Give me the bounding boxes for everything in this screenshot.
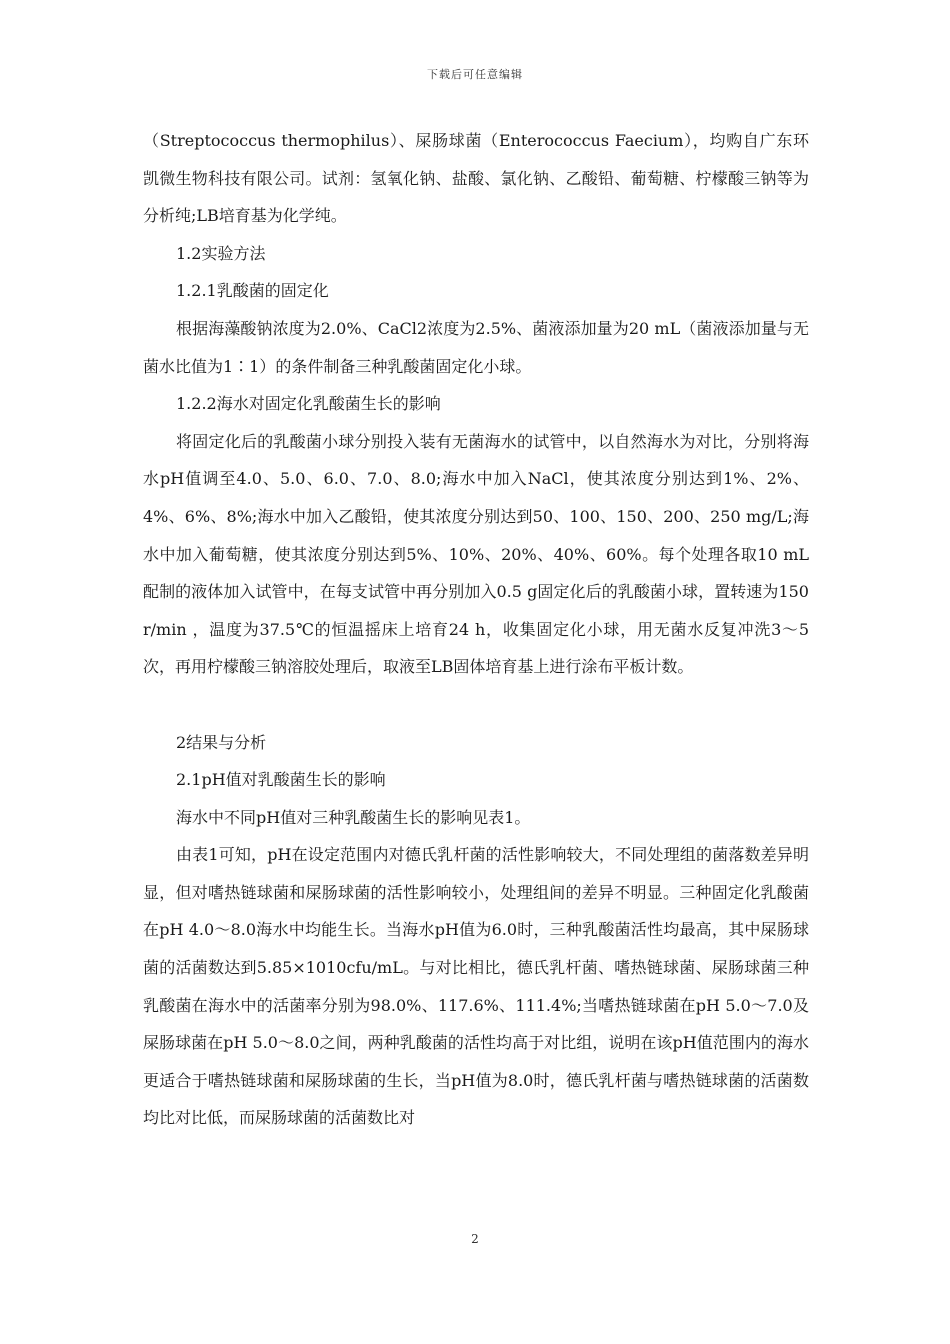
paragraph-spacer [143, 686, 809, 724]
section-heading-1-2-2: 1.2.2海水对固定化乳酸菌生长的影响 [176, 394, 441, 414]
paragraph-table-ref: 海水中不同pH值对三种乳酸菌生长的影响见表1。 [176, 807, 531, 827]
section-heading-1-2: 1.2实验方法 [176, 243, 266, 263]
page-header: 下载后可任意编辑 [427, 68, 523, 81]
paragraph-immobilization: 根据海藻酸钠浓度为2.0%、CaCl2浓度为2.5%、菌液添加量为20 mL（菌液添加量与无菌水比值为1∶1）的条件制备三种乳酸菌固定化小球。 [143, 318, 809, 376]
paragraph-reagents: （Streptococcus thermophilus）、屎肠球菌（Enterococcus Faecium），均购自广东环凯微生物科技有限公司。试剂：氢氧化钠、盐酸、氯化钠、乙酸铅、葡萄糖、柠檬酸三钠等为分析纯;LB培育基为化学纯。 [143, 131, 809, 226]
document-body [143, 122, 809, 1137]
section-heading-2-1: 2.1pH值对乳酸菌生长的影响 [176, 770, 386, 790]
paragraph-results: 由表1可知，pH在设定范围内对德氏乳杆菌的活性影响较大，不同处理组的菌落数差异明显，但对嗜热链球菌和屎肠球菌的活性影响较小，处理组间的差异不明显。三种固定化乳酸菌在pH 4.0～8.0海水中均能生长。当海水pH值为6.0时，三种乳酸菌活性均最高，其中屎肠球菌的活菌数达到5.85×1010cfu/mL。与对比相比，德氏乳杆菌、嗜热链球菌、屎肠球菌三种乳酸菌在海水中的活菌率分别为98.0%、117.6%、111.4%;当嗜热链球菌在pH 5.0～7.0及屎肠球菌在pH 5.0～8.0之间，两种乳酸菌的活性均高于对比组，说明在该pH值范围内的海水更适合于嗜热链球菌和屎肠球菌的生长，当pH值为8.0时，德氏乳杆菌与嗜热链球菌的活菌数均比对比低，而屎肠球菌的活菌数比对 [143, 845, 809, 1128]
page-number: 2 [471, 1232, 479, 1246]
paragraph-method: 将固定化后的乳酸菌小球分别投入装有无菌海水的试管中，以自然海水为对比，分别将海水pH值调至4.0、5.0、6.0、7.0、8.0;海水中加入NaCl，使其浓度分别达到1%、2%、4%、6%、8%;海水中加入乙酸铅，使其浓度分别达到50、100、150、200、250 mg/L;海水中加入葡萄糖，使其浓度分别达到5%、10%、20%、40%、60%。每个处理各取10 mL配制的液体加入试管中，在每支试管中再分别加入0.5 g固定化后的乳酸菌小球，置转速为150 r/min ，温度为37.5℃的恒温摇床上培育24 h，收集固定化小球，用无菌水反复冲洗3～5次，再用柠檬酸三钠溶胶处理后，取液至LB固体培育基上进行涂布平板计数。 [143, 431, 809, 677]
section-heading-2: 2结果与分析 [176, 732, 267, 752]
section-heading-1-2-1: 1.2.1乳酸菌的固定化 [176, 281, 329, 301]
